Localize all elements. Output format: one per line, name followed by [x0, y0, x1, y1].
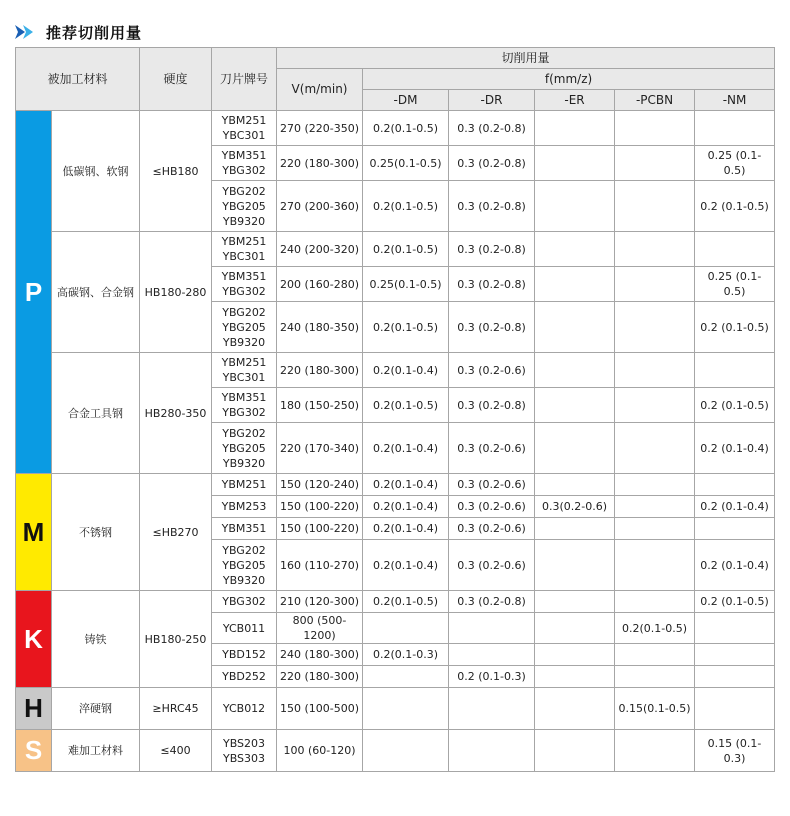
insert-grade — [212, 111, 277, 146]
feed-dr-cell: 0.3 (0.2-0.8) — [449, 181, 535, 232]
feed-dm-cell: 0.25(0.1-0.5) — [363, 146, 449, 181]
cutting-speed-cell: 200 (160-280) — [277, 267, 363, 302]
grade-code: YBG202 — [222, 184, 266, 198]
header-cutting: 切削用量 — [277, 48, 775, 69]
table-row — [16, 474, 775, 496]
grade-code: YB9320 — [222, 456, 266, 470]
iso-group-letter: S — [16, 730, 52, 772]
material-hardness: ≥HRC45 — [140, 688, 212, 730]
feed-er-cell — [535, 518, 615, 540]
feed-pcbn-cell — [615, 388, 695, 423]
feed-pcbn-cell — [615, 232, 695, 267]
feed-dr-cell: 0.3 (0.2-0.8) — [449, 591, 535, 613]
grade-code: YB9320 — [222, 335, 266, 349]
table-row — [16, 730, 775, 772]
insert-grade — [212, 496, 277, 518]
grade-code: YBM251 — [221, 114, 267, 127]
material-hardness: HB180-250 — [140, 591, 212, 688]
grade-code: YBM251 — [221, 356, 267, 369]
cutting-speed-cell: 150 (120-240) — [277, 474, 363, 496]
feed-pcbn-cell: 0.2(0.1-0.5) — [615, 613, 695, 644]
double-chevron-icon — [14, 24, 40, 40]
feed-er-cell — [535, 111, 615, 146]
header-geometry-er: -ER — [535, 90, 615, 111]
table-row — [16, 688, 775, 730]
insert-grade — [212, 613, 277, 644]
material-hardness: HB180-280 — [140, 232, 212, 353]
insert-grade — [212, 146, 277, 181]
grade-code: YBD152 — [222, 648, 266, 661]
feed-pcbn-cell — [615, 540, 695, 591]
feed-nm-cell: 0.25 (0.1-0.5) — [695, 146, 775, 181]
feed-dm-cell: 0.2(0.1-0.4) — [363, 518, 449, 540]
grade-code: YBG205 — [222, 320, 266, 334]
table-row — [16, 353, 775, 388]
grade-code: YBG302 — [222, 595, 266, 608]
grade-code: YBM351 — [221, 149, 267, 162]
insert-grade — [212, 302, 277, 353]
feed-nm-cell — [695, 111, 775, 146]
material-name: 低碳钢、软钢 — [52, 111, 140, 232]
grade-code: YBC301 — [222, 371, 266, 384]
grade-code: YBG202 — [222, 305, 266, 319]
table-row — [16, 232, 775, 267]
feed-dr-cell: 0.3 (0.2-0.6) — [449, 474, 535, 496]
insert-grade — [212, 688, 277, 730]
feed-dr-cell: 0.3 (0.2-0.8) — [449, 302, 535, 353]
feed-nm-cell — [695, 613, 775, 644]
grade-code: YBS203 — [222, 736, 266, 750]
feed-dm-cell: 0.2(0.1-0.5) — [363, 388, 449, 423]
feed-nm-cell — [695, 688, 775, 730]
iso-group-letter: K — [16, 591, 52, 688]
grade-code: YBG302 — [222, 406, 266, 419]
grade-code: YBG205 — [222, 441, 266, 455]
feed-dm-cell — [363, 666, 449, 688]
grade-code: YB9320 — [222, 573, 266, 587]
feed-nm-cell — [695, 353, 775, 388]
insert-grade — [212, 423, 277, 474]
cutting-speed-cell: 220 (180-300) — [277, 146, 363, 181]
feed-er-cell — [535, 644, 615, 666]
feed-dm-cell: 0.25(0.1-0.5) — [363, 267, 449, 302]
feed-pcbn-cell — [615, 474, 695, 496]
feed-er-cell — [535, 267, 615, 302]
grade-code: YBG302 — [222, 285, 266, 298]
insert-grade — [212, 591, 277, 613]
insert-grade — [212, 181, 277, 232]
cutting-speed-cell: 150 (100-220) — [277, 518, 363, 540]
header-feed: f(mm/z) — [363, 69, 775, 90]
feed-nm-cell — [695, 518, 775, 540]
material-hardness: HB280-350 — [140, 353, 212, 474]
cutting-speed-cell: 240 (200-320) — [277, 232, 363, 267]
feed-dm-cell: 0.2(0.1-0.5) — [363, 111, 449, 146]
table-row — [16, 591, 775, 613]
header-grade: 刀片牌号 — [212, 48, 277, 111]
cutting-speed-cell: 160 (110-270) — [277, 540, 363, 591]
feed-dm-cell: 0.2(0.1-0.4) — [363, 423, 449, 474]
feed-nm-cell: 0.15 (0.1-0.3) — [695, 730, 775, 772]
page-title-bar — [14, 18, 142, 46]
cutting-speed-cell: 220 (180-300) — [277, 353, 363, 388]
feed-dr-cell: 0.3 (0.2-0.8) — [449, 111, 535, 146]
feed-er-cell — [535, 666, 615, 688]
feed-pcbn-cell — [615, 518, 695, 540]
feed-er-cell: 0.3(0.2-0.6) — [535, 496, 615, 518]
insert-grade — [212, 474, 277, 496]
feed-er-cell — [535, 423, 615, 474]
table-body — [16, 111, 775, 772]
feed-dr-cell: 0.3 (0.2-0.8) — [449, 267, 535, 302]
insert-grade — [212, 232, 277, 267]
cutting-speed-cell: 270 (220-350) — [277, 111, 363, 146]
feed-pcbn-cell — [615, 730, 695, 772]
iso-group-letter: M — [16, 474, 52, 591]
grade-code: YBG302 — [222, 164, 266, 177]
feed-nm-cell: 0.2 (0.1-0.5) — [695, 302, 775, 353]
feed-nm-cell: 0.2 (0.1-0.4) — [695, 496, 775, 518]
grade-code: YBG205 — [222, 558, 266, 572]
cutting-speed-cell: 220 (170-340) — [277, 423, 363, 474]
insert-grade — [212, 518, 277, 540]
cutting-speed-cell: 100 (60-120) — [277, 730, 363, 772]
feed-er-cell — [535, 613, 615, 644]
insert-grade — [212, 540, 277, 591]
insert-grade — [212, 666, 277, 688]
header-geometry-nm: -NM — [695, 90, 775, 111]
feed-pcbn-cell — [615, 111, 695, 146]
feed-pcbn-cell — [615, 302, 695, 353]
feed-dm-cell: 0.2(0.1-0.4) — [363, 496, 449, 518]
insert-grade — [212, 388, 277, 423]
header-geometry-pcbn: -PCBN — [615, 90, 695, 111]
grade-code: YBC301 — [222, 250, 266, 263]
feed-er-cell — [535, 146, 615, 181]
feed-dr-cell: 0.3 (0.2-0.6) — [449, 496, 535, 518]
iso-group-letter: H — [16, 688, 52, 730]
cutting-speed-cell: 150 (100-500) — [277, 688, 363, 730]
insert-grade — [212, 267, 277, 302]
feed-pcbn-cell — [615, 496, 695, 518]
feed-dm-cell — [363, 688, 449, 730]
material-name: 难加工材料 — [52, 730, 140, 772]
feed-nm-cell: 0.25 (0.1-0.5) — [695, 267, 775, 302]
feed-dr-cell: 0.3 (0.2-0.8) — [449, 146, 535, 181]
feed-pcbn-cell: 0.15(0.1-0.5) — [615, 688, 695, 730]
grade-code: YBC301 — [222, 129, 266, 142]
grade-code: YBM351 — [221, 391, 267, 404]
feed-dr-cell: 0.2 (0.1-0.3) — [449, 666, 535, 688]
feed-er-cell — [535, 388, 615, 423]
feed-dr-cell: 0.3 (0.2-0.8) — [449, 388, 535, 423]
feed-dm-cell — [363, 730, 449, 772]
feed-dm-cell: 0.2(0.1-0.5) — [363, 591, 449, 613]
grade-code: YBM351 — [221, 270, 267, 283]
insert-grade — [212, 644, 277, 666]
grade-code: YBM253 — [221, 500, 267, 513]
insert-grade — [212, 730, 277, 772]
cutting-speed-cell: 220 (180-300) — [277, 666, 363, 688]
feed-dr-cell: 0.3 (0.2-0.8) — [449, 232, 535, 267]
material-name: 高碳钢、合金钢 — [52, 232, 140, 353]
feed-er-cell — [535, 302, 615, 353]
feed-dr-cell: 0.3 (0.2-0.6) — [449, 423, 535, 474]
cutting-speed-cell: 240 (180-350) — [277, 302, 363, 353]
feed-dm-cell: 0.2(0.1-0.3) — [363, 644, 449, 666]
feed-dm-cell — [363, 613, 449, 644]
material-name: 铸铁 — [52, 591, 140, 688]
cutting-speed-cell: 270 (200-360) — [277, 181, 363, 232]
header-geometry-dm: -DM — [363, 90, 449, 111]
feed-er-cell — [535, 540, 615, 591]
feed-er-cell — [535, 232, 615, 267]
feed-dm-cell: 0.2(0.1-0.5) — [363, 302, 449, 353]
feed-pcbn-cell — [615, 181, 695, 232]
insert-grade — [212, 353, 277, 388]
feed-dm-cell: 0.2(0.1-0.4) — [363, 540, 449, 591]
cutting-speed-cell: 210 (120-300) — [277, 591, 363, 613]
feed-pcbn-cell — [615, 591, 695, 613]
feed-dr-cell: 0.3 (0.2-0.6) — [449, 540, 535, 591]
grade-code: YBG205 — [222, 199, 266, 213]
grade-code: YBM351 — [221, 522, 267, 535]
feed-dr-cell: 0.3 (0.2-0.6) — [449, 353, 535, 388]
feed-nm-cell: 0.2 (0.1-0.5) — [695, 591, 775, 613]
feed-nm-cell — [695, 644, 775, 666]
grade-code: YBM251 — [221, 235, 267, 248]
page-title: 推荐切削用量 — [46, 23, 143, 42]
feed-nm-cell — [695, 666, 775, 688]
feed-er-cell — [535, 353, 615, 388]
feed-dm-cell: 0.2(0.1-0.5) — [363, 232, 449, 267]
grade-code: YCB011 — [222, 621, 266, 635]
feed-pcbn-cell — [615, 267, 695, 302]
feed-nm-cell: 0.2 (0.1-0.4) — [695, 423, 775, 474]
feed-dr-cell — [449, 688, 535, 730]
feed-pcbn-cell — [615, 666, 695, 688]
feed-pcbn-cell — [615, 644, 695, 666]
cutting-speed-cell: 800 (500-1200) — [277, 613, 363, 644]
header-geometry-dr: -DR — [449, 90, 535, 111]
feed-pcbn-cell — [615, 146, 695, 181]
grade-code: YBS303 — [222, 751, 266, 765]
feed-er-cell — [535, 474, 615, 496]
feed-er-cell — [535, 688, 615, 730]
feed-er-cell — [535, 730, 615, 772]
feed-er-cell — [535, 591, 615, 613]
feed-dr-cell — [449, 613, 535, 644]
material-name: 合金工具钢 — [52, 353, 140, 474]
grade-code: YBG202 — [222, 543, 266, 557]
feed-dr-cell: 0.3 (0.2-0.6) — [449, 518, 535, 540]
feed-nm-cell — [695, 232, 775, 267]
table-row — [16, 111, 775, 146]
cutting-parameters-table — [15, 47, 775, 772]
feed-nm-cell: 0.2 (0.1-0.5) — [695, 181, 775, 232]
header-hardness: 硬度 — [140, 48, 212, 111]
feed-dr-cell — [449, 730, 535, 772]
cutting-speed-cell: 150 (100-220) — [277, 496, 363, 518]
feed-dr-cell — [449, 644, 535, 666]
feed-dm-cell: 0.2(0.1-0.4) — [363, 353, 449, 388]
grade-code: YBD252 — [222, 670, 266, 683]
grade-code: YBG202 — [222, 426, 266, 440]
material-hardness: ≤HB270 — [140, 474, 212, 591]
feed-nm-cell: 0.2 (0.1-0.5) — [695, 388, 775, 423]
material-name: 淬硬钢 — [52, 688, 140, 730]
iso-group-letter: P — [16, 111, 52, 474]
feed-pcbn-cell — [615, 353, 695, 388]
feed-nm-cell: 0.2 (0.1-0.4) — [695, 540, 775, 591]
cutting-speed-cell: 240 (180-300) — [277, 644, 363, 666]
feed-dm-cell: 0.2(0.1-0.5) — [363, 181, 449, 232]
grade-code: YBM251 — [221, 478, 267, 491]
grade-code: YB9320 — [222, 214, 266, 228]
header-material: 被加工材料 — [16, 48, 140, 111]
feed-er-cell — [535, 181, 615, 232]
feed-dm-cell: 0.2(0.1-0.4) — [363, 474, 449, 496]
header-speed: V(m/min) — [277, 69, 363, 111]
feed-nm-cell — [695, 474, 775, 496]
material-hardness: ≤HB180 — [140, 111, 212, 232]
cutting-speed-cell: 180 (150-250) — [277, 388, 363, 423]
material-name: 不锈钢 — [52, 474, 140, 591]
feed-pcbn-cell — [615, 423, 695, 474]
material-hardness: ≤400 — [140, 730, 212, 772]
grade-code: YCB012 — [222, 702, 266, 715]
